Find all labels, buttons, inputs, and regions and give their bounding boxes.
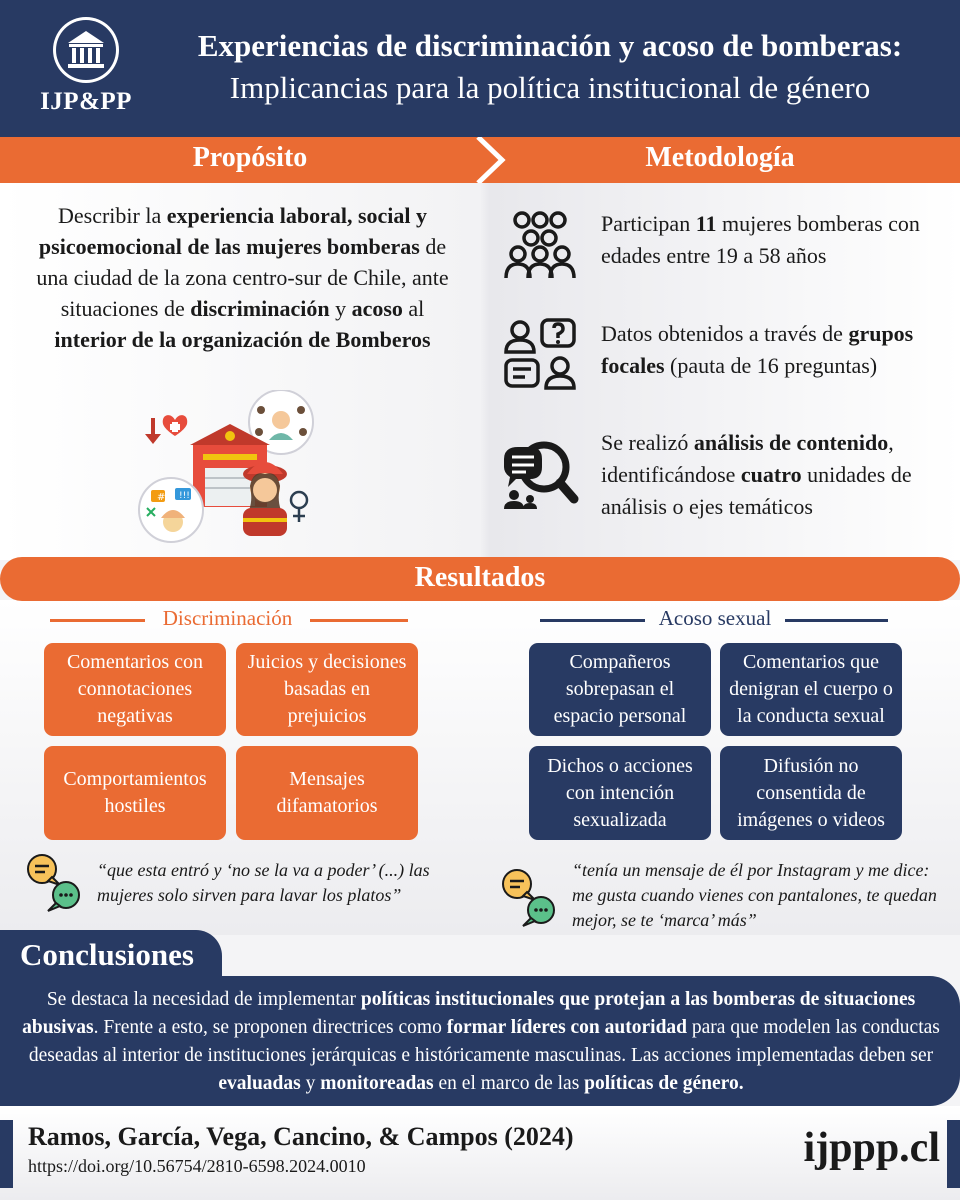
conclusions-heading: Conclusiones — [20, 937, 194, 972]
page-subtitle: Implicancias para la política institucional de género — [229, 70, 871, 105]
methodology-item-analysis — [500, 427, 950, 527]
methodology-text-part: , identificándose — [601, 430, 894, 487]
purpose-text-bold: acoso — [351, 296, 403, 321]
conclusions-text-bold: formar líderes con autoridad — [446, 1017, 688, 1038]
methodology-text — [601, 318, 951, 382]
conclusions-text-part: . Frente a esto, se proponen directrices como — [93, 1017, 447, 1038]
divider-line — [50, 619, 145, 622]
methodology-item-data — [500, 318, 950, 398]
content-analysis-icon — [500, 439, 580, 511]
conclusions-text-bold: evaluadas — [218, 1073, 301, 1094]
methodology-text-part: mujeres bomberas con edades entre 19 a 58 años — [601, 211, 920, 268]
conclusions-text-part: Se destaca la necesidad de implementar — [46, 989, 361, 1010]
discrimination-heading: Discriminación — [162, 606, 293, 630]
results-band — [0, 557, 960, 601]
conclusions-text-part: en el marco de las — [433, 1073, 585, 1094]
methodology-text-bold: 11 — [695, 211, 717, 236]
firefighter-illustration — [135, 390, 320, 550]
discrimination-card: Comentarios con connotaciones negativas — [44, 643, 226, 736]
footer-accent-bar — [947, 1120, 960, 1188]
conclusions-text-part: y — [300, 1073, 321, 1094]
purpose-text-bold: interior de la organización de Bomberos — [54, 327, 431, 352]
logo-emblem — [53, 17, 119, 83]
results-heading: Resultados — [414, 562, 546, 593]
harassment-card: Comentarios que denigran el cuerpo o la conducta sexual — [720, 643, 902, 736]
harassment-card: Compañeros sobrepasan el espacio personal — [529, 643, 711, 736]
methodology-text-bold: grupos focales — [601, 321, 914, 378]
section-band — [0, 137, 960, 183]
methodology-text-part: (pauta de 16 preguntas) — [664, 353, 878, 378]
methodology-item-participants — [500, 208, 950, 288]
focus-group-icon — [500, 318, 580, 390]
svg-text:#: # — [157, 492, 166, 503]
svg-text:!!!: !!! — [179, 491, 190, 501]
methodology-text — [601, 427, 951, 523]
methodology-text-part: unidades de análisis o ejes temáticos — [601, 462, 912, 519]
conclusions-text-bold: políticas de género. — [584, 1073, 744, 1094]
discrimination-card: Mensajes difamatorios — [236, 746, 418, 840]
group-icon — [500, 208, 580, 280]
logo-text: IJP&PP — [40, 88, 132, 115]
discrimination-card: Comportamientos hostiles — [44, 746, 226, 840]
purpose-text-bold: discriminación — [190, 296, 330, 321]
conclusions-text-bold: políticas institucionales que protejan a las bomberas de situaciones abusivas — [22, 989, 916, 1038]
purpose-text-part: al — [402, 296, 425, 321]
page-title: Experiencias de discriminación y acoso de bomberas: — [197, 28, 903, 63]
conclusions-text-bold: monitoreadas — [320, 1073, 434, 1094]
doi-link[interactable]: https://doi.org/10.56754/2810-6598.2024.0010 — [28, 1156, 366, 1176]
purpose-text — [30, 200, 455, 355]
conclusions-text — [16, 986, 946, 1098]
purpose-heading: Propósito — [192, 142, 308, 173]
purpose-text-part: y — [329, 296, 352, 321]
chat-bubbles-icon — [497, 866, 559, 928]
discrimination-card: Juicios y decisiones basadas en prejuicios — [236, 643, 418, 736]
purpose-text-part: de una ciudad de la zona centro-sur de Chile, ante situaciones de — [36, 234, 449, 321]
conclusions-text-part: para que modelen las conductas deseadas al interior de instituciones jerárquicas e históricamente masculinas. Las acciones implementadas deben ser — [28, 1017, 940, 1066]
divider-line — [785, 619, 888, 622]
methodology-heading: Metodología — [645, 142, 795, 173]
footer-accent-bar — [0, 1120, 13, 1188]
institution-icon — [53, 17, 119, 83]
methodology-text-part: Datos obtenidos a través de — [601, 321, 849, 346]
methodology-text — [601, 208, 951, 272]
website-link[interactable]: ijppp.cl — [803, 1125, 940, 1171]
methodology-text-part: Se realizó — [601, 430, 694, 455]
harassment-heading: Acoso sexual — [658, 606, 772, 630]
methodology-text-part: Participan — [601, 211, 696, 236]
harassment-quote: “tenía un mensaje de él por Instagram y me dice: me gusta cuando vienes con pantalones, te quedan mejor, se te ‘marca’ más” — [572, 860, 937, 930]
methodology-text-bold: análisis de contenido — [693, 430, 889, 455]
divider-line — [540, 619, 645, 622]
discrimination-quote: “que esta entró y ‘no se la va a poder’ (...) las mujeres solo sirven para lavar los platos” — [97, 860, 430, 905]
citation-authors: Ramos, García, Vega, Cancino, & Campos (2024) — [28, 1122, 574, 1151]
divider-line — [310, 619, 408, 622]
harassment-card: Dichos o acciones con intención sexualizada — [529, 746, 711, 840]
purpose-text-bold: experiencia laboral, social y psicoemocional de las mujeres bomberas — [38, 203, 428, 259]
purpose-text-part: Describir la — [57, 203, 167, 228]
header-banner — [0, 0, 960, 137]
harassment-card: Difusión no consentida de imágenes o videos — [720, 746, 902, 840]
chat-bubbles-icon — [22, 851, 84, 913]
methodology-text-bold: cuatro — [740, 462, 802, 487]
